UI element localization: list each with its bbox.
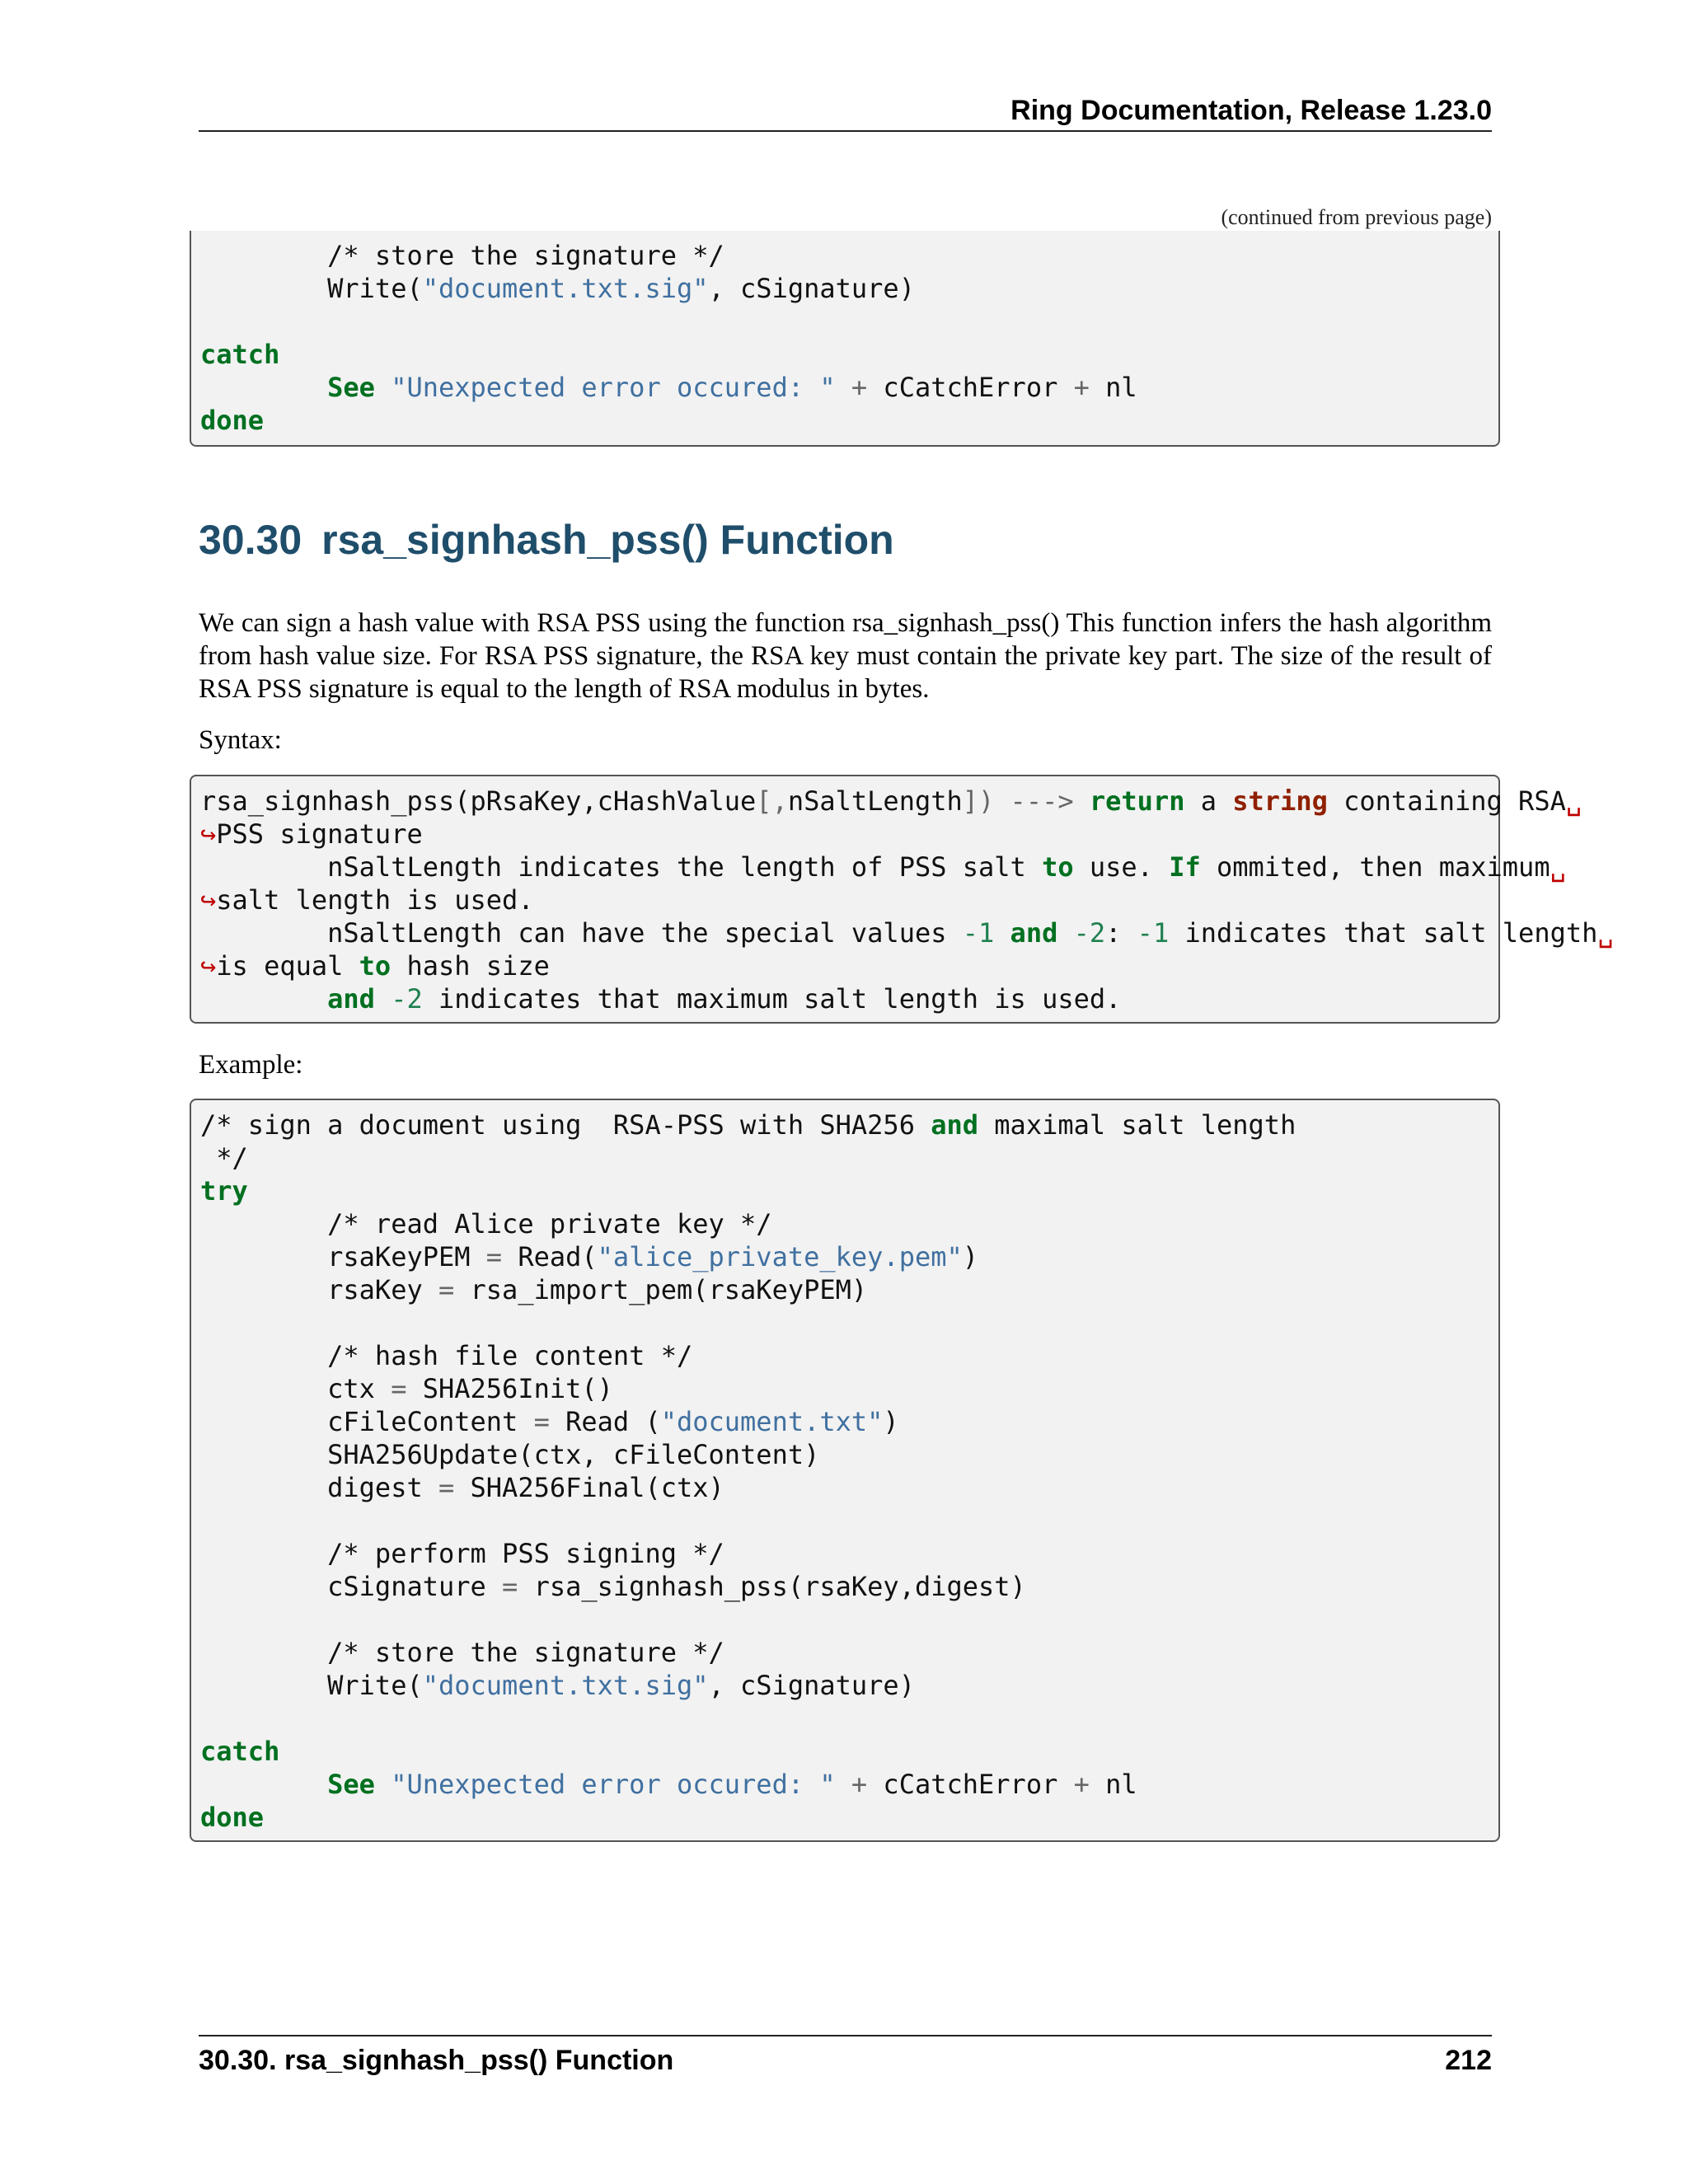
code-token: [836, 372, 851, 403]
code-token: indicates that salt length: [1169, 917, 1598, 949]
code-block-example: [190, 1099, 1500, 1842]
code-line: [200, 1768, 1489, 1801]
code-token: :: [1105, 917, 1137, 949]
code-token: done: [200, 1802, 265, 1833]
code-token: [994, 785, 1010, 817]
code-line: [200, 1174, 1489, 1207]
code-line: [200, 338, 1489, 371]
code-block-syntax: [190, 775, 1614, 1024]
code-token: nl: [1089, 1769, 1137, 1800]
code-token: rsaKey: [200, 1274, 438, 1305]
code-token: SHA256Update(ctx, cFileContent): [200, 1439, 820, 1470]
code-token: /* hash file content */: [327, 1340, 693, 1371]
code-token: ommited, then maximum: [1200, 851, 1550, 883]
code-token: maximal salt length: [978, 1109, 1296, 1141]
code-token: =: [485, 1241, 503, 1272]
code-token: ␣: [1550, 851, 1566, 883]
code-token: cFileContent: [200, 1406, 534, 1437]
continued-note: (continued from previous page): [1221, 205, 1492, 229]
code-line: [200, 1603, 1489, 1636]
code-token: [200, 983, 327, 1015]
code-token: "document.txt": [660, 1406, 884, 1437]
code-token: [375, 372, 391, 403]
code-token: cCatchError: [867, 1769, 1074, 1800]
code-token: [200, 372, 327, 403]
code-token: SHA256Final(ctx): [454, 1472, 724, 1503]
code-token: nl: [1089, 372, 1137, 403]
section-description: We can sign a hash value with RSA PSS using the function rsa_signhash_pss() This function infers the hash algorithm from hash value size. For RSA PSS signature, the RSA key must contain the private key part. The size of the result of RSA PSS signature is equal to the length of RSA modulus in bytes.: [199, 608, 1492, 704]
page-number: 212: [1445, 2045, 1492, 2076]
code-line: [200, 1108, 1489, 1141]
code-line: [200, 1801, 1489, 1834]
code-line: [200, 851, 1566, 883]
code-token: Read(: [502, 1241, 598, 1272]
code-token: rsaKeyPEM: [200, 1241, 486, 1272]
section-number: 30.30: [199, 517, 302, 563]
code-token: nSaltLength can have the special values: [200, 917, 963, 949]
code-token: done: [200, 405, 265, 436]
code-token: cCatchError: [867, 372, 1074, 403]
code-token: ␣: [1597, 917, 1614, 949]
code-token: */: [200, 1142, 248, 1174]
code-line: [200, 305, 1489, 338]
code-token: /* perform PSS signing */: [327, 1538, 724, 1569]
code-token: ]): [962, 785, 995, 817]
code-token: PSS signature: [216, 818, 423, 850]
code-token: [375, 983, 391, 1015]
code-token: [836, 1769, 851, 1800]
code-token: [994, 917, 1010, 949]
code-line: [200, 1504, 1489, 1537]
header-divider: [199, 130, 1492, 132]
code-line: [200, 1438, 1489, 1471]
code-token: try: [200, 1175, 248, 1207]
code-token: ↪: [200, 950, 217, 982]
code-token: [200, 1637, 327, 1668]
code-line: [200, 1702, 1489, 1735]
code-token: See: [327, 372, 375, 403]
code-token: nSaltLength: [787, 785, 963, 817]
code-token: [1074, 785, 1090, 817]
code-token: =: [438, 1274, 455, 1305]
code-line: [200, 1273, 1489, 1306]
code-token: [1057, 917, 1073, 949]
code-token: "document.txt.sig": [422, 273, 709, 304]
code-token: +: [851, 372, 868, 403]
code-token: [200, 240, 327, 271]
code-token: --->: [1010, 785, 1074, 817]
code-token: /* store the signature */: [327, 240, 724, 271]
code-token: ␣: [1565, 785, 1582, 817]
code-token: +: [851, 1769, 868, 1800]
code-token: hash size: [391, 950, 550, 982]
code-token: SHA256Init(): [406, 1373, 613, 1404]
code-line: [200, 1669, 1489, 1702]
code-token: cSignature: [200, 1571, 503, 1602]
code-token: =: [391, 1373, 407, 1404]
code-line: [200, 883, 1489, 916]
code-token: -1: [1137, 917, 1170, 949]
code-token: -2: [1073, 917, 1106, 949]
code-token: string: [1232, 785, 1328, 817]
code-token: and: [931, 1109, 979, 1141]
code-token: , cSignature): [708, 273, 915, 304]
code-token: ↪: [200, 884, 217, 916]
code-line: [200, 1240, 1489, 1273]
code-line: [200, 404, 1489, 437]
code-token: and: [327, 983, 375, 1015]
code-token: Write(: [200, 1670, 423, 1701]
code-token: digest: [200, 1472, 438, 1503]
code-token: , cSignature): [708, 1670, 915, 1701]
example-label: Example:: [199, 1050, 303, 1080]
code-example: [200, 1108, 1489, 1834]
code-token: [200, 1769, 327, 1800]
code-line: [200, 1405, 1489, 1438]
code-token: use.: [1073, 851, 1170, 883]
code-token: catch: [200, 339, 280, 370]
code-line: [200, 1207, 1489, 1240]
code-token: rsa_signhash_pss(rsaKey,digest): [518, 1571, 1026, 1602]
code-line: [200, 1141, 1489, 1174]
code-token: "Unexpected error occured: ": [391, 372, 836, 403]
code-token: +: [1073, 372, 1090, 403]
code-token: "Unexpected error occured: ": [391, 1769, 836, 1800]
code-token: -1: [962, 917, 995, 949]
code-token: =: [533, 1406, 550, 1437]
code-token: nSaltLength indicates the length of PSS salt: [200, 851, 1043, 883]
code-line: [200, 1471, 1489, 1504]
code-token: to: [359, 950, 392, 982]
code-syntax: [200, 785, 1614, 1015]
footer-divider: [199, 2035, 1492, 2036]
code-token: catch: [200, 1736, 280, 1767]
code-token: ): [883, 1406, 899, 1437]
code-line: [200, 1735, 1489, 1768]
syntax-label: Syntax:: [199, 725, 282, 755]
code-token: [200, 1340, 327, 1371]
code-token: rsa_signhash_pss(pRsaKey,cHashValue: [200, 785, 757, 817]
code-token: ↪: [200, 818, 217, 850]
code-line: [200, 272, 1489, 305]
code-line: [200, 785, 1582, 818]
code-token: -2: [391, 983, 423, 1015]
code-token: containing RSA: [1327, 785, 1566, 817]
code-line: [200, 1537, 1489, 1570]
code-token: =: [438, 1472, 455, 1503]
code-token: /* sign a document using RSA-PSS with SHA256: [200, 1109, 931, 1141]
code-token: ): [962, 1241, 979, 1272]
code-line: [200, 1372, 1489, 1405]
section-heading: [199, 513, 894, 567]
code-line: [200, 1636, 1489, 1669]
code-token: See: [327, 1769, 375, 1800]
code-token: salt length is used.: [216, 884, 534, 916]
code-line: [200, 949, 1489, 982]
code-token: =: [502, 1571, 518, 1602]
code-continued: [200, 239, 1489, 437]
code-token: a: [1184, 785, 1233, 817]
code-line: [200, 371, 1489, 404]
code-line: [200, 1339, 1489, 1372]
code-line: [200, 916, 1614, 949]
code-token: /* read Alice private key */: [327, 1208, 772, 1240]
code-line: [200, 1306, 1489, 1339]
code-token: return: [1089, 785, 1185, 817]
code-token: "document.txt.sig": [422, 1670, 709, 1701]
section-title: rsa_signhash_pss() Function: [321, 517, 894, 563]
code-token: to: [1042, 851, 1074, 883]
code-line: [200, 1570, 1489, 1603]
code-token: If: [1169, 851, 1201, 883]
code-token: Write(: [200, 273, 423, 304]
code-token: +: [1073, 1769, 1090, 1800]
running-header: Ring Documentation, Release 1.23.0: [1010, 95, 1492, 126]
code-token: and: [1010, 917, 1058, 949]
code-token: rsa_import_pem(rsaKeyPEM): [454, 1274, 868, 1305]
code-token: [200, 1538, 327, 1569]
code-token: [375, 1769, 391, 1800]
code-token: [,: [756, 785, 788, 817]
code-line: [200, 239, 1489, 272]
code-token: ctx: [200, 1373, 392, 1404]
code-token: /* store the signature */: [327, 1637, 724, 1668]
code-token: is equal: [216, 950, 359, 982]
code-token: indicates that maximum salt length is used.: [422, 983, 1122, 1015]
code-token: Read (: [549, 1406, 661, 1437]
footer-section-ref: 30.30. rsa_signhash_pss() Function: [199, 2045, 674, 2076]
code-line: [200, 818, 1489, 851]
code-block-continued: [190, 231, 1500, 447]
code-token: [200, 1208, 327, 1240]
code-line: [200, 982, 1489, 1015]
code-token: "alice_private_key.pem": [597, 1241, 963, 1272]
